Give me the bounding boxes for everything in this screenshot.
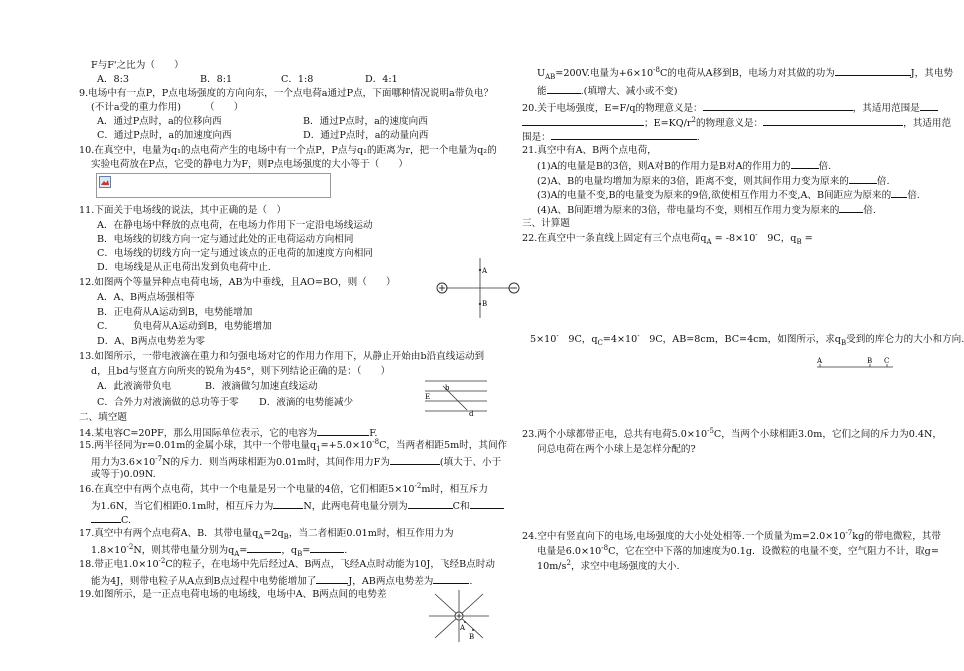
q21-stem: 21.真空中有A、B两个点电荷，	[522, 145, 657, 156]
q24-line2: 电量是$6.0\times 10^{-8}C$，它在空中下落的加速度为0.1g．设微粒的电量不变，空气阻力不计，取g=	[537, 543, 939, 557]
q18-line1: 18.带正电$1.0\times 10^{-2}C$的粒子，在电场中先后经过A、B两点，飞经A点时动能为10J，飞经B点时动	[79, 556, 495, 570]
q11-option-a: A．在静电场中释放的点电荷，在电场力作用下一定沿电场线运动	[97, 220, 373, 231]
q16-blank-4[interactable]	[91, 513, 121, 523]
q13-fig-label-e: E	[425, 393, 431, 401]
q21-blank-1[interactable]	[791, 159, 819, 169]
q15-line1: 15.两半径同为r=0.01m的金属小球，其中一个带电量$q_1=+5.0\times 10^{-8}C$，当两者相距5m时，其间作	[79, 437, 508, 453]
q16-blank-3[interactable]	[470, 499, 504, 509]
q23-line2: 问总电荷在两个小球上是怎样分配的?	[537, 444, 696, 455]
section-fill-in: 二、填空题	[79, 412, 127, 423]
q17-line1: 17.真空中有两个点电荷A、B．其带电量$q_A=2q_B$，当二者相距0.01m时，相互作用力为	[79, 528, 454, 541]
q20-blank-5[interactable]	[551, 130, 697, 140]
q12-option-d: D．A、B两点电势差为零	[97, 336, 206, 347]
q9-option-b: B．通过P点时，a的速度向西	[303, 116, 428, 127]
q24-line1: 24.空中有竖直向下的电场,电场强度的大小处处相等.一个质量为$m=2.0\times 10^{-7}kg$的带电微粒，其带	[522, 528, 941, 542]
q10-stem2: 实验电荷放在P点，它受的静电力为F，则P点电场强度的大小等于（ ）	[91, 159, 408, 170]
q14-blank[interactable]	[317, 426, 369, 436]
q24-line3: $10m/s^2$，求空中电场强度的大小.	[537, 558, 680, 572]
q12-option-a: A．A、B两点场强相等	[97, 292, 195, 303]
q11-option-b: B．电场线的切线方向一定与通过此处的正电荷运动方向相同	[97, 234, 354, 245]
q17-blank-b[interactable]	[310, 543, 344, 553]
q21-blank-2[interactable]	[849, 174, 877, 184]
q12-stem: 12.如图两个等量异种点电荷电场，AB为中垂线，且AO=BO，则（ ）	[79, 277, 396, 288]
q17-line2: $1.8\times 10^{-2}N$，则其带电量分别为$q_A=$ ，$q_B=$ .	[91, 542, 348, 558]
q9-stem2: (不计a受的重力作用) （ ）	[91, 102, 244, 113]
q12-option-c: 负电荷从A运动到B，电势能增加	[133, 321, 272, 332]
q19-fig-label-a: A	[460, 624, 466, 632]
q9-option-a: A．通过P点时，a的位移向西	[97, 116, 222, 127]
q13-stem: 13.如图所示，一带电液滴在重力和匀强电场对它的作用力作用下，从静止开始由b沿直线运动到	[79, 351, 485, 362]
q9-option-c: C．通过P点时，a的加速度向西	[97, 130, 232, 141]
q9-stem: 9.电场中有一点P，P点电场强度的方向向东，一个点电荷a通过P点，下面哪种情况说明a带负电？	[79, 88, 494, 99]
q15-blank[interactable]	[390, 455, 440, 465]
broken-image-icon	[99, 176, 111, 188]
q22-line1: 22.在真空中一条直线上固定有三个点电荷$q_A = -8\times 10^-$ 9C，$q_B$ =	[522, 230, 813, 246]
q20-line3: 围是： .	[522, 132, 700, 143]
q13-option-a: A．此液滴带负电	[97, 381, 172, 392]
q22-fig-label-c: C	[884, 357, 890, 365]
q21-item-1: (1)A的电量是B的3倍，则A对B的作用力是B对A的作用力的 倍.	[537, 161, 832, 172]
q13-stem2: d，且bd与竖直方向所夹的锐角为45°，则下列结论正确的是：（ ）	[91, 366, 391, 377]
q22-line2: 5×10- 9C，$q_C=4\times 10^-$ 9C，AB=8cm，BC=4cm，如图所示，求$q_B$受到的库仑力的大小和方向.	[530, 331, 964, 347]
q12-option-b: B．正电荷从A运动到B，电势能增加	[97, 307, 253, 318]
q13-fig-label-d: d	[469, 410, 474, 418]
q19-blank-2[interactable]	[547, 84, 581, 94]
q21-item-3: (3)A的电量不变,B的电量变为原来的9倍,欲使相互作用力不变,A、B间距应为原来的 倍.	[537, 190, 920, 201]
q13-option-b: B．液滴做匀加速直线运动	[205, 381, 318, 392]
q12-option-c-label: C．	[97, 321, 114, 332]
q18-blank-1[interactable]	[316, 574, 348, 584]
q16-blank-1[interactable]	[273, 499, 303, 509]
q20-blank-4[interactable]	[763, 116, 903, 126]
q11-option-d: D．电场线是从正电荷出发到负电荷中止.	[97, 262, 271, 273]
q19-continued-line2: 能 .(填增大、减小或不变)	[537, 86, 678, 97]
q11-option-c: C．电场线的切线方向一定与通过该点的正电荷的加速度方向相同	[97, 248, 373, 259]
q14: 14.某电容C=20PF，那么用国际单位表示，它的电容为 F.	[79, 428, 378, 439]
q8-option-b: B．8:1	[200, 74, 233, 85]
q18-blank-2[interactable]	[433, 574, 469, 584]
q21-item-2: (2)A、B的电量均增加为原来的3倍，距离不变，则其间作用力变为原来的 倍.	[537, 176, 890, 187]
q22-fig-label-a: A	[817, 357, 823, 365]
q10-stem: 10.在真空中，电量为q₁的点电荷产生的电场中有一个点P，P点与q₁的距离为r，把一个电量为q₂的	[79, 145, 497, 156]
q20-line2: ；$E=KQ/r^2$的物理意义是： ，其适用范	[522, 116, 951, 130]
q8-option-a: A．8:3	[97, 74, 129, 85]
q19-blank-1[interactable]	[835, 66, 911, 76]
q13-field-figure	[425, 378, 495, 423]
q16-line1: 16.在真空中有两个点电荷，其中一个电量是另一个电量的4倍，它们相距$5\times 10^{-2}m$时，相互斥力	[79, 481, 489, 495]
q10-image-placeholder	[96, 173, 331, 198]
q20-line1: 20.关于电场强度，E=F/q的物理意义是： ，其适用范围是	[522, 101, 938, 115]
q19-stem: 19.如图所示，是一正点电荷电场的电场线，电场中A、B两点间的电势差	[79, 589, 387, 600]
q13-fig-label-b: b	[445, 384, 450, 392]
q15-line3: 或等于)0.09N.	[91, 469, 156, 480]
q21-blank-3[interactable]	[891, 188, 907, 198]
q19-fig-label-b: B	[469, 633, 475, 641]
q20-blank-3[interactable]	[522, 116, 644, 126]
q21-item-4: (4)A、B间距增为原来的3倍，带电量均不变，则相互作用力变为原来的 倍.	[537, 205, 876, 216]
q8-option-c: C．1:8	[281, 74, 314, 85]
q12-fig-label-b: B	[482, 300, 488, 308]
q12-fig-label-a: A	[482, 267, 488, 275]
q23-line1: 23.两个小球都带正电，总共有电荷$5.0\times 10^{-5}C$，当两个小球相距3.0m，它们之间的斥力为0.4N，	[522, 426, 942, 440]
q21-blank-4[interactable]	[839, 203, 863, 213]
q15-line2: 用力为$3.6\times 10^{-7}N$的斥力．则当两球相距为0.01m时，其间作用力F为 (填大于、小于	[91, 454, 502, 468]
q16-line2: 为1.6N，当它们相距0.1m时，相互斥力为 N，此两电荷电量分别为 C和	[91, 499, 504, 513]
q19-field-lines-figure	[427, 590, 491, 642]
q18-line2: 能为4J，则带电粒子从A点到B点过程中电势能增加了 J，AB两点电势差为 .	[91, 576, 473, 587]
q20-blank-1[interactable]	[703, 101, 853, 111]
q13-option-d: D．液滴的电势能减少	[259, 397, 354, 408]
q11-stem: 11.下面关于电场线的说法，其中正确的是（ ）	[79, 205, 287, 216]
section-calculation: 三、计算题	[522, 218, 570, 229]
q17-blank-a[interactable]	[247, 543, 281, 553]
q22-charges-line-figure	[815, 355, 895, 371]
q9-option-d: D．通过P点时，a的动量向西	[303, 130, 429, 141]
q12-dipole-figure	[434, 258, 524, 318]
q22-fig-label-b: B	[867, 357, 873, 365]
q8-tail: F与F'之比为（ ）	[91, 60, 184, 71]
q20-blank-2[interactable]	[920, 101, 938, 111]
q19-continued-line1: $U_{AB}=200V$.电量为$+6\times 10^{-8}C$的电荷从A移到B，电场力对其做的功为 J，其电势	[537, 65, 954, 81]
q13-option-c: C．合外力对液滴做的总功等于零	[97, 397, 239, 408]
q16-blank-2[interactable]	[408, 499, 453, 509]
q8-option-d: D．4:1	[365, 74, 398, 85]
q16-line3: C.	[91, 513, 131, 527]
